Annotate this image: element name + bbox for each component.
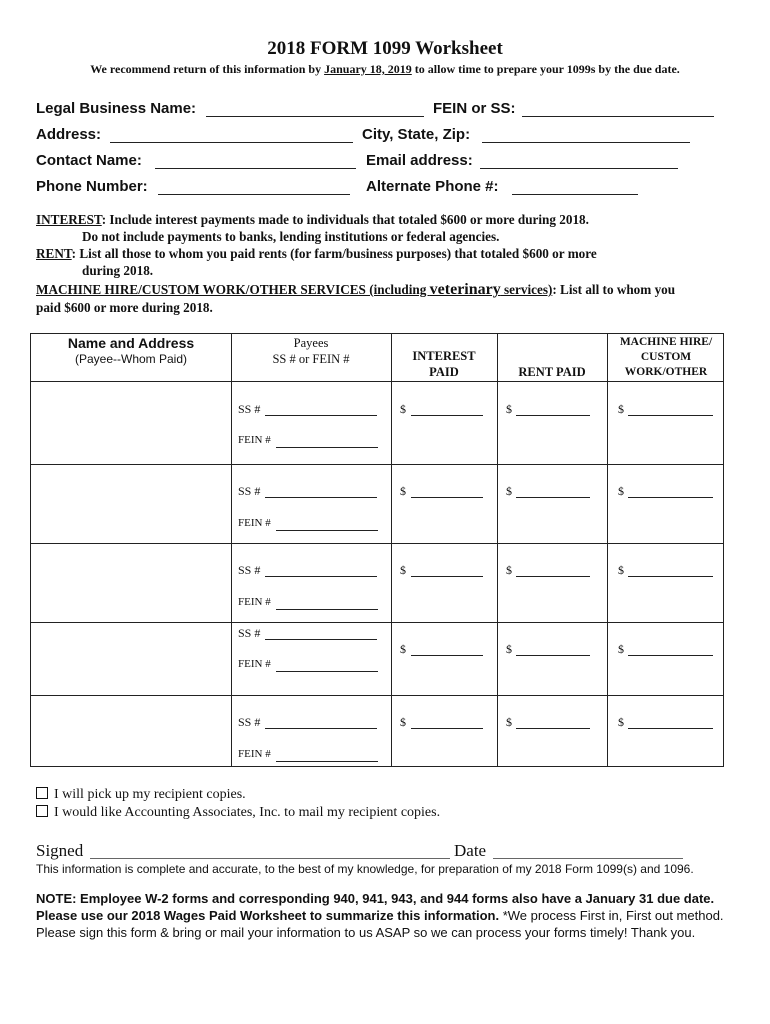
machine-dollar-sign: $	[618, 402, 624, 416]
header-machine-hire: MACHINE HIRE/	[619, 336, 713, 348]
header-rent-paid: RENT PAID	[518, 365, 586, 379]
legal-business-name-field[interactable]	[206, 116, 424, 117]
interest-dollar-sign: $	[400, 402, 406, 416]
interest-instruction-2: Do not include payments to banks, lending institutions or federal agencies.	[82, 229, 500, 244]
fein-number-field[interactable]	[276, 671, 378, 672]
pickup-option-label: I will pick up my recipient copies.	[54, 787, 246, 802]
ss-label: SS #	[238, 402, 261, 416]
fein-number-field[interactable]	[276, 447, 378, 448]
ss-label: SS #	[238, 484, 261, 498]
machine-dollar-sign: $	[618, 484, 624, 498]
rent-dollar-sign: $	[506, 715, 512, 729]
contact-name-field[interactable]	[155, 168, 356, 169]
payee-name-address-cell[interactable]	[31, 623, 231, 696]
fein-number-field[interactable]	[276, 761, 378, 762]
rent-label: RENT	[36, 246, 72, 261]
address-field[interactable]	[110, 142, 353, 143]
payee-name-address-cell[interactable]	[31, 382, 231, 464]
header-custom: CUSTOM	[640, 351, 692, 363]
pickup-checkbox[interactable]	[36, 787, 48, 799]
machine-hire-label-b: services)	[500, 282, 553, 297]
machine-hire-instruction-2: paid $600 or more during 2018.	[36, 300, 213, 315]
machine-hire-field[interactable]	[628, 728, 713, 729]
city-state-zip-field[interactable]	[482, 142, 690, 143]
contact-name-label: Contact Name:	[36, 152, 142, 169]
interest-paid-field[interactable]	[411, 497, 483, 498]
date-label: Date	[454, 841, 487, 860]
rent-paid-field[interactable]	[516, 576, 590, 577]
ss-label: SS #	[238, 626, 261, 640]
interest-paid-field[interactable]	[411, 576, 483, 577]
header-interest: INTEREST	[412, 349, 476, 363]
signature-field[interactable]	[90, 858, 450, 859]
note	[36, 890, 736, 941]
rent-instruction	[36, 246, 597, 263]
ss-number-field[interactable]	[265, 639, 377, 640]
mail-checkbox[interactable]	[36, 805, 48, 817]
table-col-divider	[391, 334, 392, 766]
subtitle-due-date: January 18, 2019	[324, 62, 412, 76]
machine-dollar-sign: $	[618, 563, 624, 577]
subtitle-text-before: We recommend return of this information by	[90, 62, 325, 76]
fein-or-ss-field[interactable]	[522, 116, 714, 117]
ss-label: SS #	[238, 715, 261, 729]
machine-hire-label-veterinary: veterinary	[429, 281, 501, 298]
header-payees: Payees	[293, 336, 329, 350]
fein-label: FEIN #	[238, 517, 271, 529]
rent-dollar-sign: $	[506, 642, 512, 656]
table-col-divider	[231, 334, 232, 766]
rent-paid-field[interactable]	[516, 728, 590, 729]
rent-dollar-sign: $	[506, 563, 512, 577]
machine-hire-field[interactable]	[628, 655, 713, 656]
header-name-address: Name and Address	[67, 335, 195, 351]
alternate-phone-label: Alternate Phone #:	[366, 178, 499, 195]
rent-paid-field[interactable]	[516, 655, 590, 656]
interest-dollar-sign: $	[400, 642, 406, 656]
interest-dollar-sign: $	[400, 715, 406, 729]
ss-number-field[interactable]	[265, 576, 377, 577]
ss-label: SS #	[238, 563, 261, 577]
payee-name-address-cell[interactable]	[31, 465, 231, 544]
date-field[interactable]	[493, 858, 683, 859]
machine-dollar-sign: $	[618, 642, 624, 656]
phone-number-field[interactable]	[158, 194, 350, 195]
rent-paid-field[interactable]	[516, 415, 590, 416]
interest-dollar-sign: $	[400, 563, 406, 577]
table-col-divider	[497, 334, 498, 766]
email-address-label: Email address:	[366, 152, 473, 169]
rent-text: : List all those to whom you paid rents (for farm/business purposes) that totaled $600 or more	[71, 246, 597, 261]
machine-hire-field[interactable]	[628, 576, 713, 577]
phone-number-label: Phone Number:	[36, 178, 148, 195]
payee-table	[30, 333, 724, 767]
pickup-option[interactable]	[36, 787, 246, 803]
alternate-phone-field[interactable]	[512, 194, 638, 195]
certification-text: This information is complete and accurate, to the best of my knowledge, for preparation of my 2018 Form 1099(s) and 1096.	[36, 862, 694, 876]
rent-dollar-sign: $	[506, 484, 512, 498]
rent-dollar-sign: $	[506, 402, 512, 416]
fein-label: FEIN #	[238, 658, 271, 670]
interest-dollar-sign: $	[400, 484, 406, 498]
header-name-address-sub: (Payee--Whom Paid)	[74, 352, 188, 366]
address-label: Address:	[36, 126, 102, 143]
interest-instruction	[36, 212, 589, 229]
fein-label: FEIN #	[238, 596, 271, 608]
fein-label: FEIN #	[238, 434, 271, 446]
machine-hire-label-a: MACHINE HIRE/CUSTOM WORK/OTHER SERVICES (including	[36, 282, 430, 297]
fein-number-field[interactable]	[276, 609, 378, 610]
machine-hire-text: : List all to whom you	[552, 282, 676, 297]
signed-label: Signed	[36, 841, 84, 860]
header-payees-sub: SS # or FEIN #	[272, 352, 350, 366]
fein-label: FEIN #	[238, 748, 271, 760]
interest-paid-field[interactable]	[411, 728, 483, 729]
rent-paid-field[interactable]	[516, 497, 590, 498]
subtitle-text-after: to allow time to prepare your 1099s by the due date.	[411, 62, 680, 76]
table-col-divider	[607, 334, 608, 766]
ss-number-field[interactable]	[265, 728, 377, 729]
interest-label: INTEREST	[36, 212, 102, 227]
ss-number-field[interactable]	[265, 415, 377, 416]
legal-business-name-label: Legal Business Name:	[36, 100, 197, 117]
machine-hire-field[interactable]	[628, 415, 713, 416]
note-text: *We process First in, First out method. Please sign this form & bring or mail your information to us ASAP so we can process your forms timely! Thank you.	[36, 908, 724, 940]
ss-number-field[interactable]	[265, 497, 377, 498]
mail-option-label: I would like Accounting Associates, Inc. to mail my recipient copies.	[54, 805, 441, 820]
interest-paid-field[interactable]	[411, 415, 483, 416]
fein-or-ss-label: FEIN or SS:	[433, 100, 516, 117]
machine-hire-label	[36, 282, 552, 297]
city-state-zip-label: City, State, Zip:	[362, 126, 471, 143]
page-title: 2018 FORM 1099 Worksheet	[267, 38, 503, 59]
rent-instruction-2: during 2018.	[82, 263, 154, 278]
note-bold-text: NOTE: Employee W-2 forms and corresponding 940, 941, 943, and 944 forms also have a January 31 due date. Please use our 2018 Wages Paid Worksheet to summarize this information.	[36, 891, 715, 923]
machine-dollar-sign: $	[618, 715, 624, 729]
payee-name-address-cell[interactable]	[31, 544, 231, 623]
header-interest-paid: PAID	[429, 365, 459, 379]
header-work-other: WORK/OTHER	[624, 366, 708, 378]
page-subtitle	[0, 62, 770, 77]
payee-name-address-cell[interactable]	[31, 696, 231, 768]
interest-text: : Include interest payments made to individuals that totaled $600 or more during 2018.	[101, 212, 589, 227]
interest-paid-field[interactable]	[411, 655, 483, 656]
machine-hire-field[interactable]	[628, 497, 713, 498]
mail-option[interactable]	[36, 805, 440, 821]
machine-hire-instruction	[36, 282, 675, 299]
fein-number-field[interactable]	[276, 530, 378, 531]
email-address-field[interactable]	[480, 168, 678, 169]
